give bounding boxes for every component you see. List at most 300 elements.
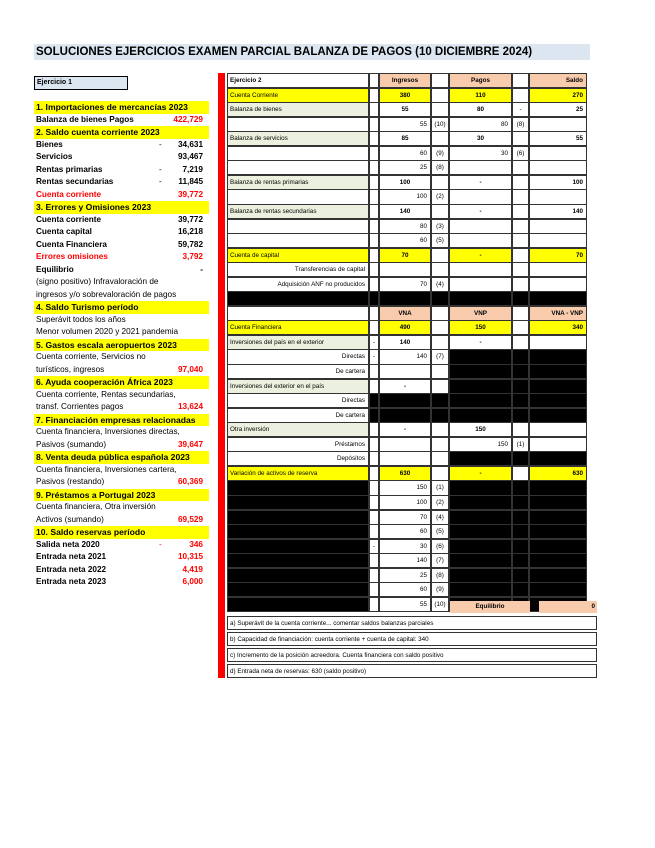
table-row-label: Adquisición ANF no producidos: [227, 277, 369, 292]
table-cell: [512, 262, 529, 277]
table-cell: [379, 291, 431, 306]
table-cell: [369, 320, 379, 335]
table-cell: [449, 189, 512, 204]
table-cell: 100: [529, 175, 587, 190]
row-label: Activos (sumando): [36, 514, 104, 524]
table-cell: [369, 146, 379, 161]
table-cell: [369, 117, 379, 132]
table-cell: [512, 291, 529, 306]
table-cell: [529, 524, 587, 539]
table-cell: (9): [431, 582, 449, 597]
row-label: Cuenta financiera, Inversiones cartera,: [36, 464, 177, 474]
row-value: 97,040: [177, 364, 203, 374]
data-row: [34, 239, 209, 252]
table-cell: Pagos: [449, 73, 512, 88]
table-cell: [379, 364, 431, 379]
table-row-label: Cuenta Corriente: [227, 88, 369, 103]
table-cell: (10): [431, 117, 449, 132]
table-cell: 340: [529, 320, 587, 335]
data-row: [34, 539, 209, 552]
table-cell: [449, 480, 512, 495]
table-cell: [512, 451, 529, 466]
divider-bar: [218, 73, 225, 678]
table-cell: [369, 277, 379, 292]
row-value: 13,624: [177, 402, 203, 411]
table-cell: [529, 437, 587, 452]
table-cell: [512, 131, 529, 146]
table-cell: [449, 219, 512, 234]
table-cell: [512, 582, 529, 597]
data-row: [34, 289, 209, 302]
data-row: [34, 439, 209, 452]
data-row: [34, 401, 209, 414]
row-label: Equilibrio: [36, 264, 74, 274]
table-row-label: [227, 568, 369, 583]
table-cell: [512, 524, 529, 539]
table-cell: [512, 539, 529, 554]
table-cell: [369, 422, 379, 437]
data-row: [34, 264, 209, 277]
table-cell: [369, 102, 379, 117]
table-cell: [512, 320, 529, 335]
table-cell: [512, 393, 529, 408]
table-row-label: [227, 189, 369, 204]
table-cell: [431, 379, 449, 394]
table-cell: 100: [379, 495, 431, 510]
data-row: [34, 464, 209, 477]
table-cell: 85: [379, 131, 431, 146]
table-cell: [369, 73, 379, 88]
note-a: a) Superávit de la cuenta corriente... comentar saldos balanzas parciales: [227, 616, 597, 630]
table-cell: (4): [431, 277, 449, 292]
data-row: [34, 139, 209, 152]
table-row-label: [227, 117, 369, 132]
table-row-label: Balanza de servicios: [227, 131, 369, 146]
table-cell: [449, 539, 512, 554]
table-cell: (9): [431, 146, 449, 161]
table-cell: [369, 175, 379, 190]
table-cell: (2): [431, 495, 449, 510]
table-cell: [369, 480, 379, 495]
section-header: [34, 339, 209, 352]
interpretation-label: Interpretación:: [229, 603, 270, 610]
data-row: [34, 426, 209, 439]
table-cell: [431, 466, 449, 481]
table-cell: 30: [449, 131, 512, 146]
table-cell: [431, 393, 449, 408]
data-row: [34, 176, 209, 189]
table-cell: [529, 117, 587, 132]
table-cell: [369, 437, 379, 452]
row-label: Cuenta Financiera: [36, 239, 107, 249]
table-row-label: Balanza de rentas primarias: [227, 175, 369, 190]
table-cell: [431, 204, 449, 219]
row-label: Entrada neta 2023: [36, 577, 107, 586]
table-cell: 80: [449, 102, 512, 117]
table-row-label: Variación de activos de reserva: [227, 466, 369, 481]
table-cell: 70: [529, 248, 587, 263]
data-row: [34, 576, 209, 589]
table-cell: [512, 248, 529, 263]
row-value: 93,467: [177, 152, 203, 161]
table-cell: [512, 175, 529, 190]
exercise-1-panel: [34, 101, 209, 589]
table-cell: [449, 553, 512, 568]
table-cell: [512, 88, 529, 103]
table-cell: [512, 466, 529, 481]
table-row-label: [227, 510, 369, 525]
section-header: [34, 201, 209, 214]
row-label: Pasivos (sumando): [36, 439, 107, 449]
table-row-label: De cartera: [227, 364, 369, 379]
table-cell: [431, 248, 449, 263]
table-cell: [369, 553, 379, 568]
table-cell: VNA: [379, 306, 431, 321]
table-cell: [369, 262, 379, 277]
row-label: Errores omisiones: [36, 252, 108, 261]
row-label: transf. Corrientes pagos: [36, 402, 124, 411]
table-cell: 55: [379, 597, 431, 612]
table-cell: -: [379, 379, 431, 394]
exercise-1-label: Ejercicio 1: [34, 76, 128, 90]
interpretation-row: [227, 600, 597, 614]
row-label: Cuenta financiera, Otra inversión: [36, 502, 156, 511]
row-label: Menor volumen 2020 y 2021 pandemia: [36, 327, 179, 336]
table-cell: (8): [512, 117, 529, 132]
table-cell: 110: [449, 88, 512, 103]
data-row: [34, 114, 209, 127]
table-cell: 70: [379, 510, 431, 525]
table-cell: [529, 582, 587, 597]
table-cell: [512, 349, 529, 364]
row-label: Cuenta capital: [36, 227, 92, 236]
table-cell: [449, 408, 512, 423]
table-cell: [529, 219, 587, 234]
data-row: [34, 564, 209, 577]
table-cell: [369, 306, 379, 321]
table-cell: [369, 495, 379, 510]
table-row-label: [227, 495, 369, 510]
data-row: [34, 364, 209, 377]
table-row-label: Ejercicio 2: [227, 73, 369, 88]
table-cell: (10): [431, 597, 449, 612]
row-label: Balanza de bienes Pagos: [36, 114, 134, 124]
table-cell: [431, 73, 449, 88]
row-value: -: [200, 264, 203, 274]
row-label: 3. Errores y Omisiones 2023: [36, 202, 152, 212]
table-cell: [512, 73, 529, 88]
table-cell: -: [449, 204, 512, 219]
table-cell: (5): [431, 233, 449, 248]
table-cell: -: [449, 466, 512, 481]
table-cell: [379, 262, 431, 277]
table-cell: [529, 539, 587, 554]
table-cell: [369, 204, 379, 219]
table-cell: 60: [379, 233, 431, 248]
table-cell: VNA - VNP: [529, 306, 587, 321]
table-cell: [369, 524, 379, 539]
table-cell: [431, 364, 449, 379]
table-cell: [529, 262, 587, 277]
table-cell: 630: [529, 466, 587, 481]
table-cell: 140: [379, 335, 431, 350]
table-cell: [529, 480, 587, 495]
table-cell: 60: [379, 524, 431, 539]
row-value: 39,772: [177, 189, 203, 199]
row-value: 34,631: [177, 139, 203, 149]
table-cell: [369, 88, 379, 103]
table-cell: [369, 248, 379, 263]
table-cell: [431, 451, 449, 466]
data-row: [34, 351, 209, 364]
table-cell: [529, 568, 587, 583]
table-cell: [512, 364, 529, 379]
table-cell: 100: [379, 175, 431, 190]
table-cell: 30: [379, 539, 431, 554]
table-cell: [449, 451, 512, 466]
table-cell: [431, 175, 449, 190]
row-label: Cuenta corriente: [36, 214, 102, 224]
table-cell: 150: [379, 480, 431, 495]
data-row: [34, 389, 209, 402]
table-cell: [529, 233, 587, 248]
table-cell: [369, 189, 379, 204]
table-cell: [449, 262, 512, 277]
table-cell: -: [512, 102, 529, 117]
table-cell: [529, 408, 587, 423]
table-row-label: Cuenta de capital: [227, 248, 369, 263]
data-row: [34, 226, 209, 239]
table-cell: [431, 408, 449, 423]
table-cell: [369, 131, 379, 146]
table-cell: [512, 480, 529, 495]
table-row-label: De cartera: [227, 408, 369, 423]
data-row: [34, 214, 209, 227]
table-row-label: Otra inversión: [227, 422, 369, 437]
table-cell: [431, 88, 449, 103]
row-sign: -: [159, 177, 162, 186]
data-row: [34, 514, 209, 527]
table-cell: [449, 291, 512, 306]
row-value: 4,419: [182, 564, 203, 574]
section-header: [34, 526, 209, 539]
table-cell: [512, 495, 529, 510]
row-label: 1. Importaciones de mercancías 2023: [36, 102, 188, 112]
table-row-label: [227, 539, 369, 554]
table-cell: 100: [379, 189, 431, 204]
table-cell: Saldo: [529, 73, 587, 88]
data-row: [34, 476, 209, 489]
table-cell: 60: [379, 146, 431, 161]
table-cell: [431, 102, 449, 117]
table-cell: 140: [379, 553, 431, 568]
note-d: d) Entrada neta de reservas: 630 (saldo positivo): [227, 664, 597, 678]
table-cell: [379, 451, 431, 466]
row-label: Servicios: [36, 152, 73, 161]
table-cell: (3): [431, 219, 449, 234]
table-cell: [369, 582, 379, 597]
row-label: Salida neta 2020: [36, 539, 100, 549]
table-cell: [529, 393, 587, 408]
table-cell: [529, 379, 587, 394]
table-cell: [512, 553, 529, 568]
table-cell: [529, 277, 587, 292]
table-cell: (5): [431, 524, 449, 539]
table-cell: [449, 582, 512, 597]
table-cell: [369, 393, 379, 408]
table-cell: (8): [431, 160, 449, 175]
table-cell: [431, 335, 449, 350]
table-cell: -: [379, 422, 431, 437]
table-cell: [529, 335, 587, 350]
table-cell: 80: [449, 117, 512, 132]
table-row-label: Depósitos: [227, 451, 369, 466]
table-row-label: [227, 582, 369, 597]
equilibrio-label: Equilibrio: [450, 601, 530, 613]
table-cell: [529, 160, 587, 175]
table-cell: [449, 233, 512, 248]
data-row: [34, 189, 209, 202]
table-cell: 270: [529, 88, 587, 103]
data-row: [34, 276, 209, 289]
table-cell: 25: [379, 568, 431, 583]
section-header: [34, 489, 209, 502]
row-value: 346: [189, 539, 203, 549]
table-cell: -: [449, 379, 512, 394]
table-cell: [369, 291, 379, 306]
table-cell: [431, 291, 449, 306]
table-cell: (2): [431, 189, 449, 204]
table-cell: [512, 189, 529, 204]
table-row-label: Préstamos: [227, 437, 369, 452]
table-cell: [379, 408, 431, 423]
section-header: [34, 414, 209, 427]
row-value: 422,729: [173, 114, 203, 124]
table-cell: [379, 393, 431, 408]
row-label: Cuenta corriente, Rentas secundarias,: [36, 389, 176, 399]
row-label: ingresos y/o sobrevaloración de pagos: [36, 289, 177, 299]
table-cell: [529, 146, 587, 161]
table-row-label: [227, 219, 369, 234]
row-label: Cuenta corriente: [36, 189, 102, 199]
row-label: 5. Gastos escala aeropuertos 2023: [36, 339, 177, 350]
table-cell: [431, 320, 449, 335]
table-cell: 150: [449, 422, 512, 437]
row-sign: -: [159, 539, 162, 549]
row-value: 10,315: [177, 552, 203, 561]
data-row: [34, 501, 209, 514]
row-value: 60,369: [177, 477, 203, 486]
table-cell: [512, 422, 529, 437]
section-header: [34, 126, 209, 139]
row-label: Superávit todos los años: [36, 314, 126, 324]
table-cell: [449, 364, 512, 379]
table-cell: [369, 364, 379, 379]
table-row-label: [227, 146, 369, 161]
table-cell: [512, 335, 529, 350]
table-cell: 55: [379, 117, 431, 132]
table-row-label: Cuenta Financiera: [227, 320, 369, 335]
table-cell: (1): [512, 437, 529, 452]
table-cell: 140: [379, 349, 431, 364]
table-row-label: Balanza de rentas secundarias: [227, 204, 369, 219]
table-cell: [449, 393, 512, 408]
table-cell: 150: [449, 320, 512, 335]
row-label: Pasivos (restando): [36, 477, 105, 486]
row-value: 7,219: [182, 164, 203, 174]
table-row-label: [227, 553, 369, 568]
table-cell: [529, 510, 587, 525]
table-cell: [369, 233, 379, 248]
table-cell: [369, 219, 379, 234]
row-label: (signo positivo) Infravaloración de: [36, 277, 159, 286]
row-label: 6. Ayuda cooperación África 2023: [36, 377, 173, 387]
row-value: 6,000: [182, 577, 203, 586]
table-row-label: Transferencias de capital: [227, 262, 369, 277]
table-cell: 140: [379, 204, 431, 219]
table-cell: [449, 568, 512, 583]
table-cell: [449, 160, 512, 175]
table-cell: [529, 349, 587, 364]
row-label: 8. Venta deuda pública española 2023: [36, 452, 190, 462]
table-cell: -: [369, 335, 379, 350]
table-cell: -: [369, 539, 379, 554]
table-cell: [449, 495, 512, 510]
table-cell: 140: [529, 204, 587, 219]
row-value: 69,529: [177, 514, 203, 524]
table-cell: 630: [379, 466, 431, 481]
table-cell: (6): [431, 539, 449, 554]
table-row-label: Directas: [227, 393, 369, 408]
table-row-label: [227, 524, 369, 539]
section-header: [34, 451, 209, 464]
note-c: c) Incremento de la posición acreedora. Cuenta financiera con saldo positivo: [227, 648, 597, 662]
table-cell: [431, 437, 449, 452]
table-cell: [512, 408, 529, 423]
table-cell: [512, 233, 529, 248]
section-header: [34, 301, 209, 314]
row-sign: -: [159, 139, 162, 149]
table-cell: [369, 451, 379, 466]
table-row-label: Directas: [227, 349, 369, 364]
table-cell: [529, 451, 587, 466]
table-cell: (1): [431, 480, 449, 495]
table-cell: [512, 510, 529, 525]
table-cell: 30: [449, 146, 512, 161]
section-header: [34, 101, 209, 114]
table-cell: [529, 495, 587, 510]
table-cell: 55: [529, 131, 587, 146]
table-cell: 380: [379, 88, 431, 103]
table-cell: 70: [379, 248, 431, 263]
table-cell: 60: [379, 582, 431, 597]
table-cell: [369, 160, 379, 175]
table-cell: [529, 291, 587, 306]
data-row: [34, 251, 209, 264]
equilibrio-value: 0: [539, 601, 597, 613]
row-label: 4. Saldo Turismo período: [36, 302, 139, 312]
row-value: 39,647: [177, 439, 203, 449]
data-row: [34, 151, 209, 164]
table-row-label: [227, 233, 369, 248]
table-row-label: Inversiones del exterior en el país: [227, 379, 369, 394]
table-cell: Ingresos: [379, 73, 431, 88]
table-cell: 70: [379, 277, 431, 292]
table-cell: [512, 160, 529, 175]
table-cell: [369, 379, 379, 394]
table-cell: -: [369, 349, 379, 364]
table-cell: [529, 189, 587, 204]
